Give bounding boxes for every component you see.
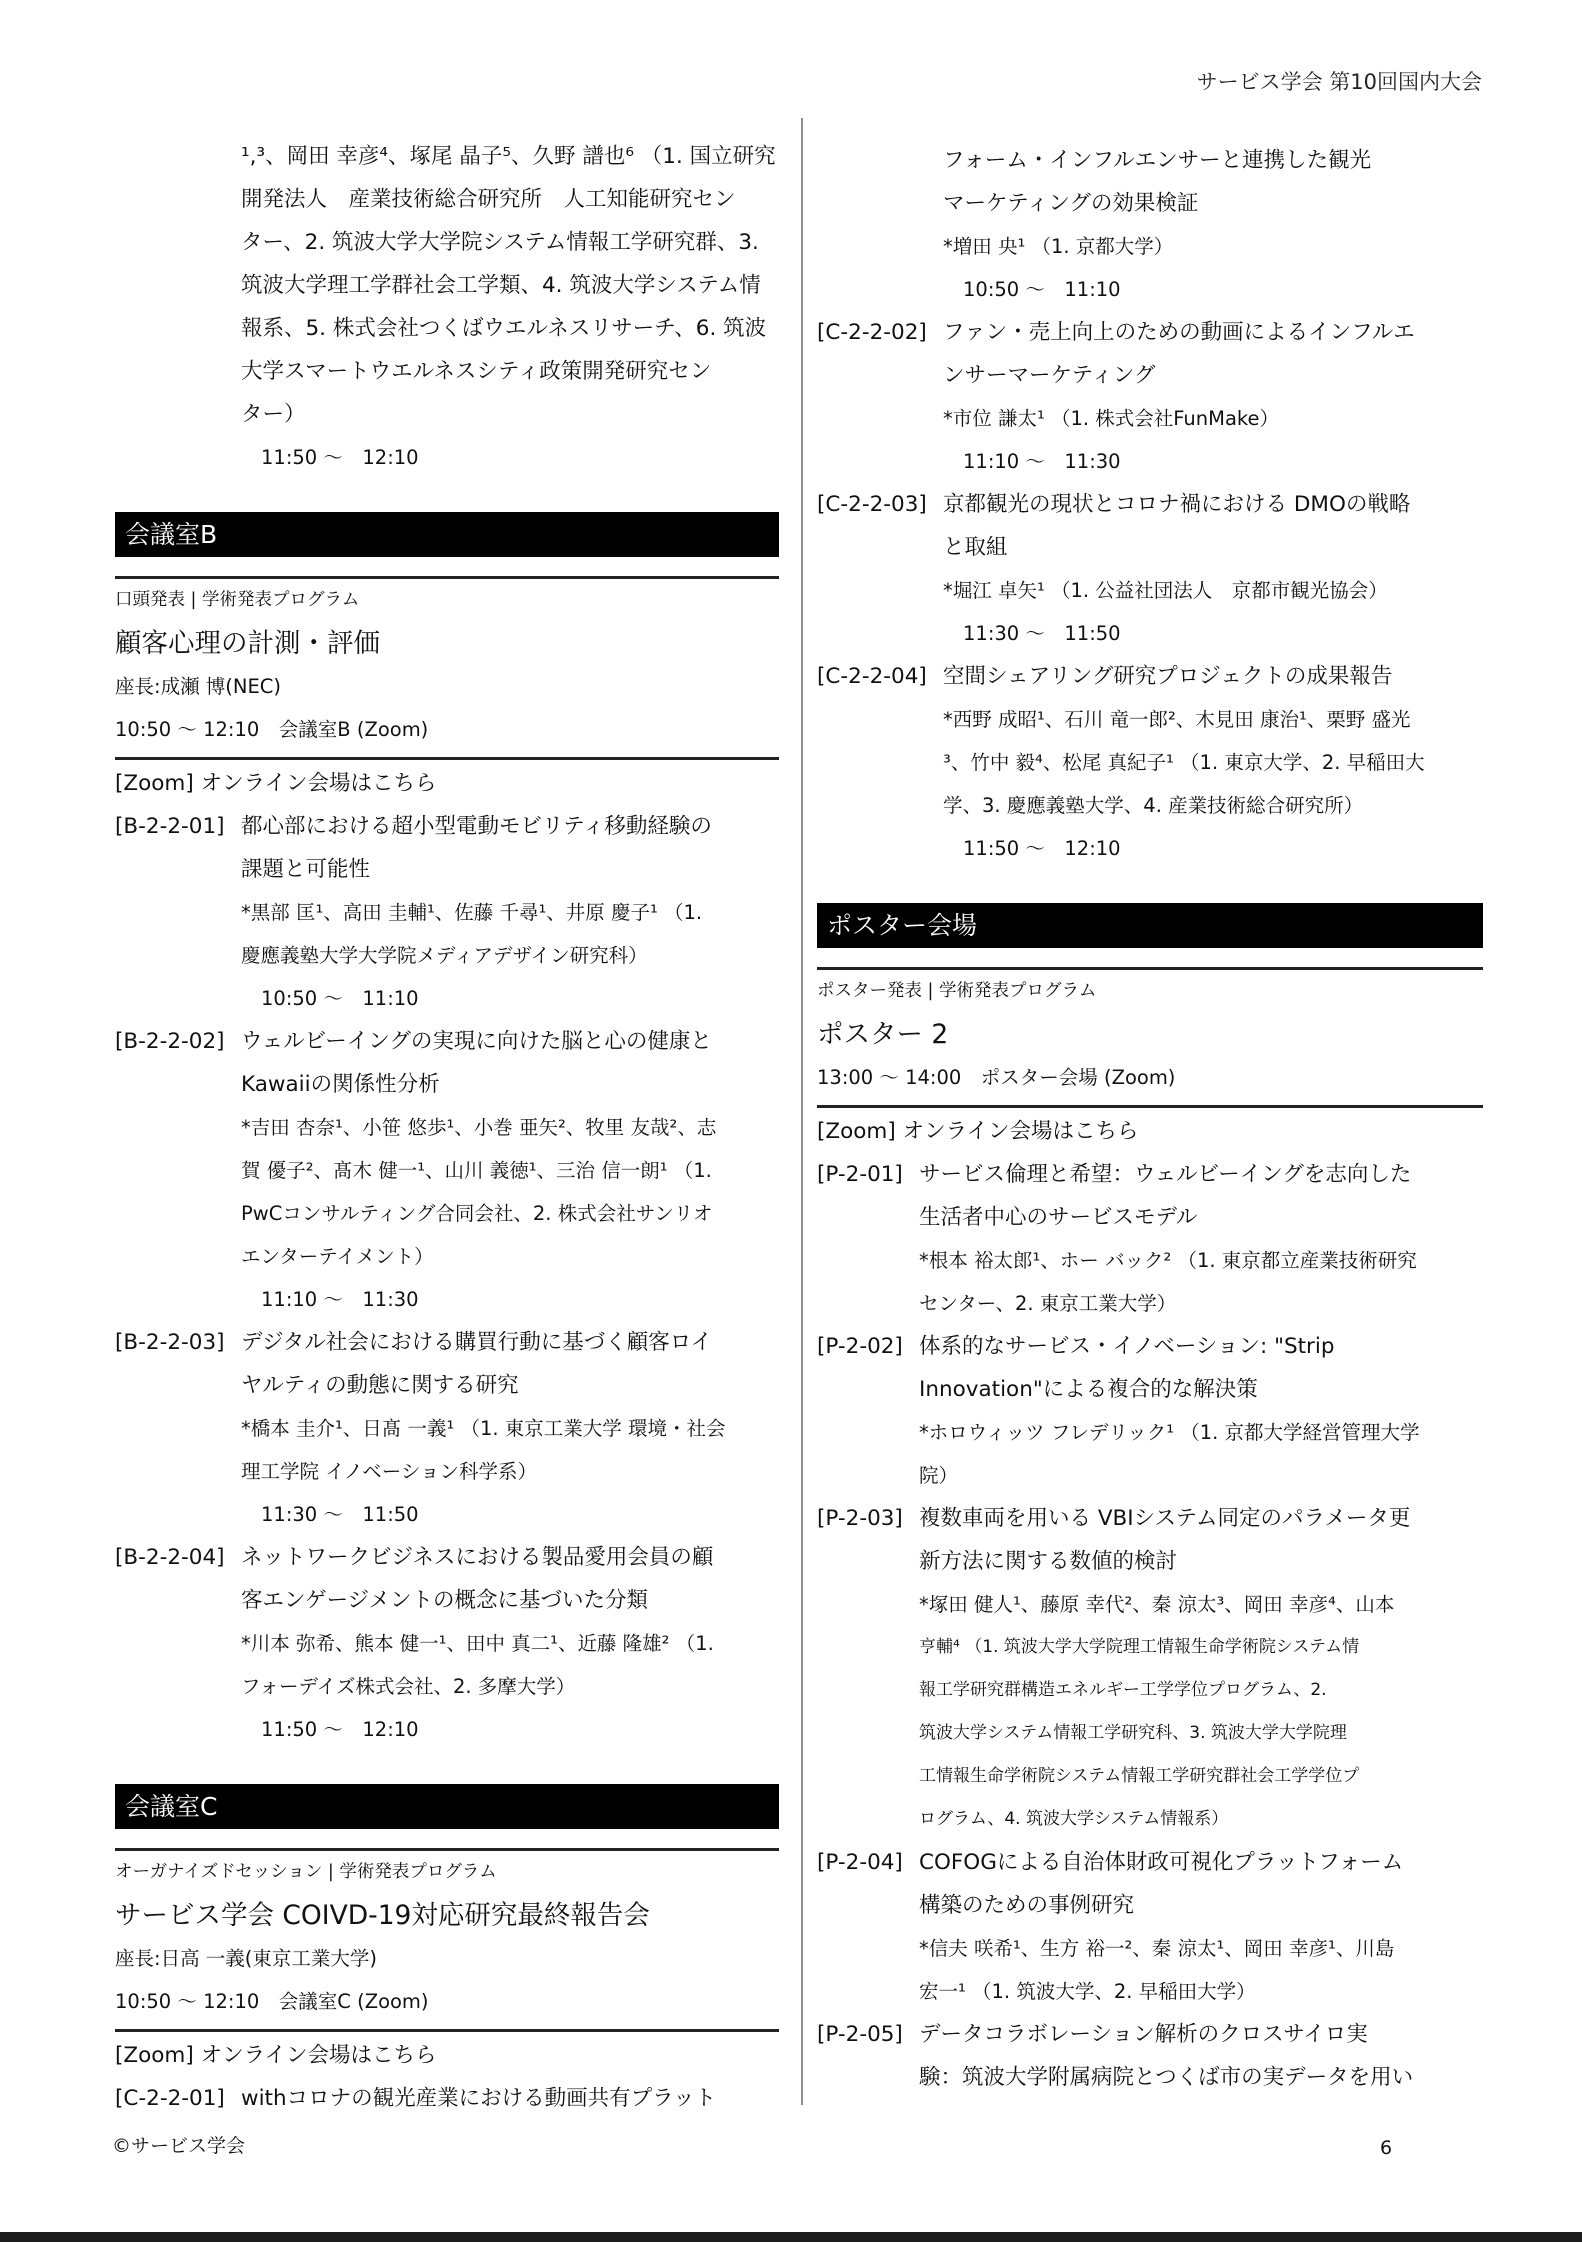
entry-title-continuation: 開発法人 産業技術総合研究所 人工知能研究セン bbox=[241, 187, 736, 212]
entry-id-label: [B-2-2-03] bbox=[115, 1330, 225, 1355]
entry-title-continuation: 報系、5. 株式会社つくばウエルネスリサーチ、6. 筑波 bbox=[241, 316, 767, 341]
entry-affiliations-line: ログラム、4. 筑波大学システム情報系） bbox=[919, 1809, 1229, 1829]
entry-title-continuation: 大学スマートウエルネスシティ政策開発研究セン bbox=[241, 359, 712, 384]
entry-time: 11:10 ～ 11:30 bbox=[963, 450, 1121, 473]
entry-title-text: withコロナの観光産業における動画共有プラット bbox=[241, 2086, 717, 2111]
entry-title-continuation: ター） bbox=[241, 402, 306, 427]
entry-affiliations-line: 工情報生命学術院システム情報工学研究群社会工学学位プ bbox=[919, 1766, 1360, 1786]
entry-affiliations-line: 筑波大学システム情報工学研究科、3. 筑波大学大学院理 bbox=[919, 1723, 1347, 1743]
entry-id-label: [P-2-05] bbox=[817, 2022, 903, 2047]
left-column bbox=[115, 135, 779, 2120]
entry-time: 11:10 ～ 11:30 bbox=[261, 1288, 419, 1311]
entry-title-continuation: ター、2. 筑波大学大学院システム情報工学研究群、3. bbox=[241, 230, 759, 255]
entry-title-text: サービス倫理と希望：ウェルビーイングを志向した bbox=[919, 1162, 1412, 1187]
page-number: 6 bbox=[1380, 2137, 1393, 2159]
entry-title-continuation: マーケティングの効果検証 bbox=[943, 191, 1199, 216]
entry-title-continuation: 新方法に関する数値的検討 bbox=[919, 1549, 1178, 1574]
entry-title-line bbox=[115, 1321, 779, 1364]
entry-title-continuation: 構築のための事例研究 bbox=[919, 1893, 1135, 1918]
entry-title-continuation: フォーム・インフルエンサーと連携した観光 bbox=[943, 148, 1372, 173]
entry-title-continuation: Innovation"による複合的な解決策 bbox=[919, 1377, 1258, 1402]
page-header-conference-title: サービス学会 第10回国内大会 bbox=[1196, 70, 1482, 94]
entry-authors-line: 宏一¹ （1. 筑波大学、2. 早稲田大学） bbox=[919, 1980, 1256, 2003]
entry-title-line bbox=[817, 1841, 1483, 1884]
section-header-bar: 会議室B bbox=[115, 512, 779, 557]
entry-authors-line: *吉田 杏奈¹、小笹 悠歩¹、小巻 亜矢²、牧里 友哉²、志 bbox=[241, 1116, 717, 1139]
entry-authors-line: *橋本 圭介¹、日髙 一義¹ （1. 東京工業大学 環境・社会 bbox=[241, 1417, 726, 1440]
entry-title-continuation: 課題と可能性 bbox=[241, 857, 371, 882]
entry-title-continuation: Kawaiiの関係性分析 bbox=[241, 1072, 440, 1097]
entry-authors-line: *市位 謙太¹ （1. 株式会社FunMake） bbox=[943, 407, 1280, 430]
entry-authors-line: 学、3. 慶應義塾大学、4. 産業技術総合研究所） bbox=[943, 794, 1364, 817]
entry-id-label: [C-2-2-04] bbox=[817, 664, 927, 689]
page-bottom-edge bbox=[0, 2232, 1582, 2242]
entry-authors-line: *西野 成昭¹、石川 竜一郎²、木見田 康治¹、栗野 盛光 bbox=[943, 708, 1411, 731]
entry-time: 11:50 ～ 12:10 bbox=[261, 446, 419, 469]
entry-title-text: 京都観光の現状とコロナ禍における DMOの戦略 bbox=[943, 492, 1411, 517]
session-title: ポスター 2 bbox=[817, 1019, 949, 1050]
entry-time: 10:50 ～ 11:10 bbox=[261, 987, 419, 1010]
entry-title-continuation: 験：筑波大学附属病院とつくば市の実データを用い bbox=[919, 2065, 1414, 2090]
entry-authors-line: 慶應義塾大学大学院メディアデザイン研究科） bbox=[241, 944, 648, 967]
session-time-room: 13:00 ～ 14:00 ポスター会場 (Zoom) bbox=[817, 1066, 1176, 1089]
entry-authors-line: 院） bbox=[919, 1464, 959, 1487]
entry-id-label: [P-2-04] bbox=[817, 1850, 903, 1875]
entry-affiliations-line: 報工学研究群構造エネルギー工学学位プログラム、2. bbox=[919, 1680, 1327, 1700]
session-chair: 座長:成瀬 博(NEC) bbox=[115, 675, 282, 698]
session-time-room: 10:50 ～ 12:10 会議室B (Zoom) bbox=[115, 718, 429, 741]
entry-title-text: デジタル社会における購買行動に基づく顧客ロイ bbox=[241, 1330, 713, 1355]
entry-title-text: 体系的なサービス・イノベーション: "Strip bbox=[919, 1334, 1335, 1359]
entry-authors-line: *ホロウィッツ フレデリック¹ （1. 京都大学経営管理大学 bbox=[919, 1421, 1420, 1444]
entry-id-label: [B-2-2-01] bbox=[115, 814, 225, 839]
entry-id-label: [C-2-2-02] bbox=[817, 320, 927, 345]
entry-title-continuation: ¹,³、岡田 幸彦⁴、塚尾 晶子⁵、久野 譜也⁶ （1. 国立研究 bbox=[241, 144, 776, 169]
entry-title-continuation: 生活者中心のサービスモデル bbox=[919, 1205, 1198, 1230]
entry-title-text: ウェルビーイングの実現に向けた脳と心の健康と bbox=[241, 1029, 712, 1054]
entry-title-line bbox=[817, 1497, 1483, 1540]
session-rule bbox=[115, 2029, 779, 2032]
entry-authors-line: *根本 裕太郎¹、ホー バック² （1. 東京都立産業技術研究 bbox=[919, 1249, 1417, 1272]
session-chair: 座長:日高 一義(東京工業大学) bbox=[115, 1947, 377, 1970]
entry-id-label: [C-2-2-01] bbox=[115, 2086, 225, 2111]
entry-title-continuation: ンサーマーケティング bbox=[943, 363, 1156, 388]
entry-authors-line: *黒部 匡¹、高田 圭輔¹、佐藤 千尋¹、井原 慶子¹ （1. bbox=[241, 901, 703, 924]
section-header-bar: 会議室C bbox=[115, 1784, 779, 1829]
entry-id-label: [P-2-02] bbox=[817, 1334, 903, 1359]
entry-authors-line: フォーデイズ株式会社、2. 多摩大学） bbox=[241, 1675, 576, 1698]
right-column bbox=[817, 139, 1483, 2099]
entry-authors-line: *増田 央¹ （1. 京都大学） bbox=[943, 235, 1174, 258]
entry-authors-line: ³、竹中 毅⁴、松尾 真紀子¹ （1. 東京大学、2. 早稲田大 bbox=[943, 751, 1425, 774]
entry-title-text: データコラボレーション解析のクロスサイロ実 bbox=[919, 2022, 1368, 2047]
session-category: オーガナイズドセッション | 学術発表プログラム bbox=[115, 1862, 497, 1882]
entry-authors-line: PwCコンサルティング合同会社、2. 株式会社サンリオ bbox=[241, 1202, 713, 1225]
entry-title-text: 複数車両を用いる VBIシステム同定のパラメータ更 bbox=[919, 1506, 1411, 1531]
entry-id-label: [P-2-01] bbox=[817, 1162, 903, 1187]
entry-title-line bbox=[817, 311, 1483, 354]
session-title: 顧客心理の計測・評価 bbox=[115, 628, 380, 659]
entry-authors-line: 理工学院 イノベーション科学系） bbox=[241, 1460, 537, 1483]
entry-title-line bbox=[817, 1325, 1483, 1368]
entry-id-label: [C-2-2-03] bbox=[817, 492, 927, 517]
session-rule bbox=[115, 757, 779, 760]
entry-authors-line: 賀 優子²、髙木 健一¹、山川 義徳¹、三治 信一朗¹ （1. bbox=[241, 1159, 712, 1182]
entry-id-label: [B-2-2-02] bbox=[115, 1029, 225, 1054]
entry-title-continuation: ヤルティの動態に関する研究 bbox=[241, 1373, 519, 1398]
entry-title-line bbox=[817, 655, 1483, 698]
entry-title-text: 都心部における超小型電動モビリティ移動経験の bbox=[241, 814, 712, 839]
entry-authors-line: *川本 弥希、熊本 健一¹、田中 真二¹、近藤 隆雄² （1. bbox=[241, 1632, 714, 1655]
entry-id-label: [B-2-2-04] bbox=[115, 1545, 225, 1570]
section-header-bar: ポスター会場 bbox=[817, 903, 1483, 948]
entry-authors-line: *塚田 健人¹、藤原 幸代²、秦 涼太³、岡田 幸彦⁴、山本 bbox=[919, 1593, 1395, 1616]
session-title: サービス学会 COIVD-19対応研究最終報告会 bbox=[115, 1900, 650, 1931]
zoom-online-link[interactable]: [Zoom] オンライン会場はこちら bbox=[115, 771, 437, 796]
column-divider bbox=[801, 118, 803, 2105]
entry-title-line bbox=[817, 1153, 1483, 1196]
entry-title-line bbox=[115, 1020, 779, 1063]
session-rule bbox=[817, 1105, 1483, 1108]
zoom-online-link[interactable]: [Zoom] オンライン会場はこちら bbox=[115, 2043, 437, 2068]
entry-title-text: COFOGによる自治体財政可視化プラットフォーム bbox=[919, 1850, 1404, 1875]
entry-time: 10:50 ～ 11:10 bbox=[963, 278, 1121, 301]
footer-copyright: ©サービス学会 bbox=[112, 2135, 246, 2157]
entry-title-line bbox=[115, 2077, 779, 2120]
entry-authors-line: *信夫 咲希¹、生方 裕一²、秦 涼太¹、岡田 幸彦¹、川島 bbox=[919, 1937, 1395, 1960]
entry-title-line bbox=[115, 805, 779, 848]
entry-title-continuation: と取組 bbox=[943, 535, 1008, 560]
entry-title-continuation: 客エンゲージメントの概念に基づいた分類 bbox=[241, 1588, 648, 1613]
session-category: ポスター発表 | 学術発表プログラム bbox=[817, 981, 1097, 1001]
entry-time: 11:30 ～ 11:50 bbox=[261, 1503, 419, 1526]
entry-title-continuation: 筑波大学理工学群社会工学類、4. 筑波大学システム情 bbox=[241, 273, 761, 298]
entry-title-line bbox=[817, 2013, 1483, 2056]
entry-authors-line: センター、2. 東京工業大学） bbox=[919, 1292, 1177, 1315]
entry-affiliations-line: 亨輔⁴ （1. 筑波大学大学院理工情報生命学術院システム情 bbox=[919, 1637, 1360, 1657]
entry-time: 11:30 ～ 11:50 bbox=[963, 622, 1121, 645]
session-category: 口頭発表 | 学術発表プログラム bbox=[115, 590, 360, 610]
entry-title-text: ネットワークビジネスにおける製品愛用会員の顧 bbox=[241, 1545, 714, 1570]
entry-authors-line: *堀江 卓矢¹ （1. 公益社団法人 京都市観光協会） bbox=[943, 579, 1388, 602]
entry-time: 11:50 ～ 12:10 bbox=[963, 837, 1121, 860]
zoom-online-link[interactable]: [Zoom] オンライン会場はこちら bbox=[817, 1119, 1139, 1144]
entry-title-line bbox=[115, 1536, 779, 1579]
entry-id-label: [P-2-03] bbox=[817, 1506, 903, 1531]
entry-authors-line: エンターテイメント） bbox=[241, 1245, 434, 1268]
session-time-room: 10:50 ～ 12:10 会議室C (Zoom) bbox=[115, 1990, 429, 2013]
entry-title-text: ファン・売上向上のための動画によるインフルエ bbox=[943, 320, 1415, 345]
entry-title-text: 空間シェアリング研究プロジェクトの成果報告 bbox=[943, 664, 1393, 689]
entry-time: 11:50 ～ 12:10 bbox=[261, 1718, 419, 1741]
entry-title-line bbox=[817, 483, 1483, 526]
